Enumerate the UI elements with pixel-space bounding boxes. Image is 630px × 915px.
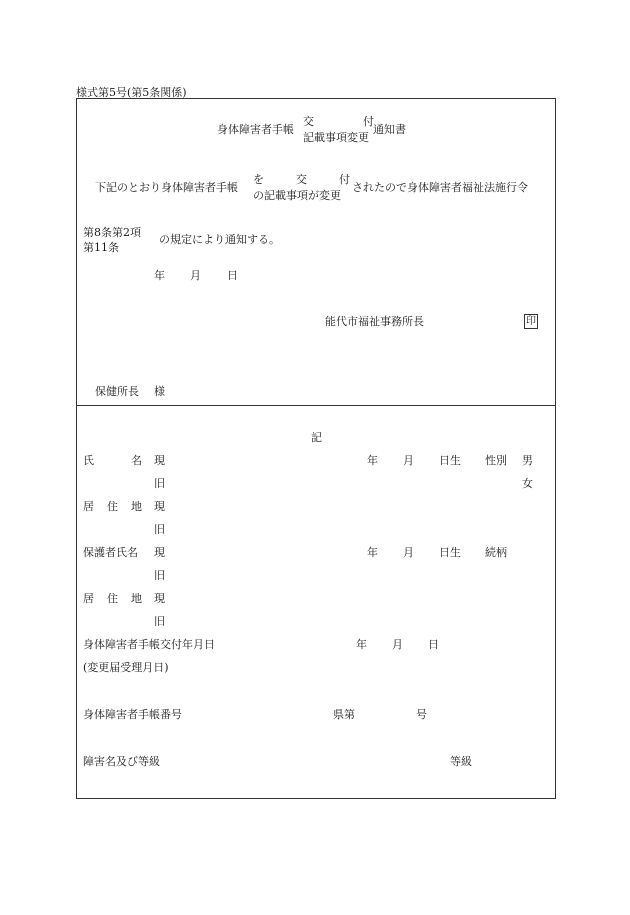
section-divider <box>76 405 556 406</box>
notice-date-month: 月 <box>190 269 201 282</box>
notice-form <box>76 98 556 799</box>
sex-label: 性別 <box>485 454 507 467</box>
body-option-fu: 付 <box>339 173 350 186</box>
recipient-honorific: 様 <box>154 385 165 398</box>
guardian-birth-year: 年 <box>367 546 378 559</box>
name-former: 旧 <box>154 477 165 490</box>
address-label-1: 居 <box>83 500 94 513</box>
grade-label: 等級 <box>450 755 472 768</box>
prefecture-number-prefix: 県第 <box>333 708 355 721</box>
title-suffix: 通知書 <box>373 123 406 136</box>
title-option-issue-a: 交 <box>303 115 314 128</box>
name-label-1: 氏 <box>83 454 94 467</box>
body-option-ko: 交 <box>296 173 307 186</box>
article-option-2: 第11条 <box>83 241 119 254</box>
notice-date-day: 日 <box>227 269 238 282</box>
address-current: 現 <box>154 500 165 513</box>
sex-male: 男 <box>522 454 533 467</box>
article-option-1: 第8条第2項 <box>83 226 141 239</box>
guardian-current: 現 <box>154 546 165 559</box>
guardian-address-label-2: 住 <box>107 592 118 605</box>
guardian-former: 旧 <box>154 569 165 582</box>
title-option-change: 記載事項変更 <box>303 131 369 144</box>
guardian-address-current: 現 <box>154 592 165 605</box>
change-date-label: (変更届受理月日) <box>83 661 169 674</box>
handbook-number-label: 身体障害者手帳番号 <box>83 708 182 721</box>
address-former: 旧 <box>154 523 165 536</box>
guardian-birth-month: 月 <box>403 546 414 559</box>
body-option-wo: を <box>253 173 264 186</box>
birth-month: 月 <box>403 454 414 467</box>
body-option-change: の記載事項が変更 <box>253 189 341 202</box>
body-line1-prefix: 下記のとおり身体障害者手帳 <box>95 181 238 194</box>
issue-month: 月 <box>392 638 403 651</box>
body-line1-suffix: されたので身体障害者福祉法施行令 <box>352 181 528 194</box>
disability-label: 障害名及び等級 <box>83 755 160 768</box>
issuer: 能代市福祉事務所長 <box>325 315 424 328</box>
form-number: 様式第5号(第5条関係) <box>76 86 187 99</box>
address-label-3: 地 <box>131 500 142 513</box>
body-line2: の規定により通知する。 <box>159 233 280 246</box>
recipient: 保健所長 <box>95 385 139 398</box>
guardian-address-label-3: 地 <box>131 592 142 605</box>
guardian-label: 保護者氏名 <box>83 546 138 559</box>
notice-date-year: 年 <box>154 269 165 282</box>
issue-year: 年 <box>356 638 367 651</box>
birth-day: 日生 <box>439 454 461 467</box>
issue-day: 日 <box>428 638 439 651</box>
seal-mark: 印 <box>526 316 536 327</box>
guardian-address-former: 旧 <box>154 615 165 628</box>
title-option-issue-b: 付 <box>363 115 374 128</box>
number-suffix: 号 <box>416 708 427 721</box>
details-heading: 記 <box>311 431 322 444</box>
title-prefix: 身体障害者手帳 <box>217 123 294 136</box>
name-current: 現 <box>154 454 165 467</box>
birth-year: 年 <box>367 454 378 467</box>
issue-date-label: 身体障害者手帳交付年月日 <box>83 638 215 651</box>
address-label-2: 住 <box>107 500 118 513</box>
sex-female: 女 <box>522 477 533 490</box>
relation-label: 続柄 <box>485 546 507 559</box>
name-label-2: 名 <box>131 454 142 467</box>
guardian-address-label-1: 居 <box>83 592 94 605</box>
guardian-birth-day: 日生 <box>439 546 461 559</box>
